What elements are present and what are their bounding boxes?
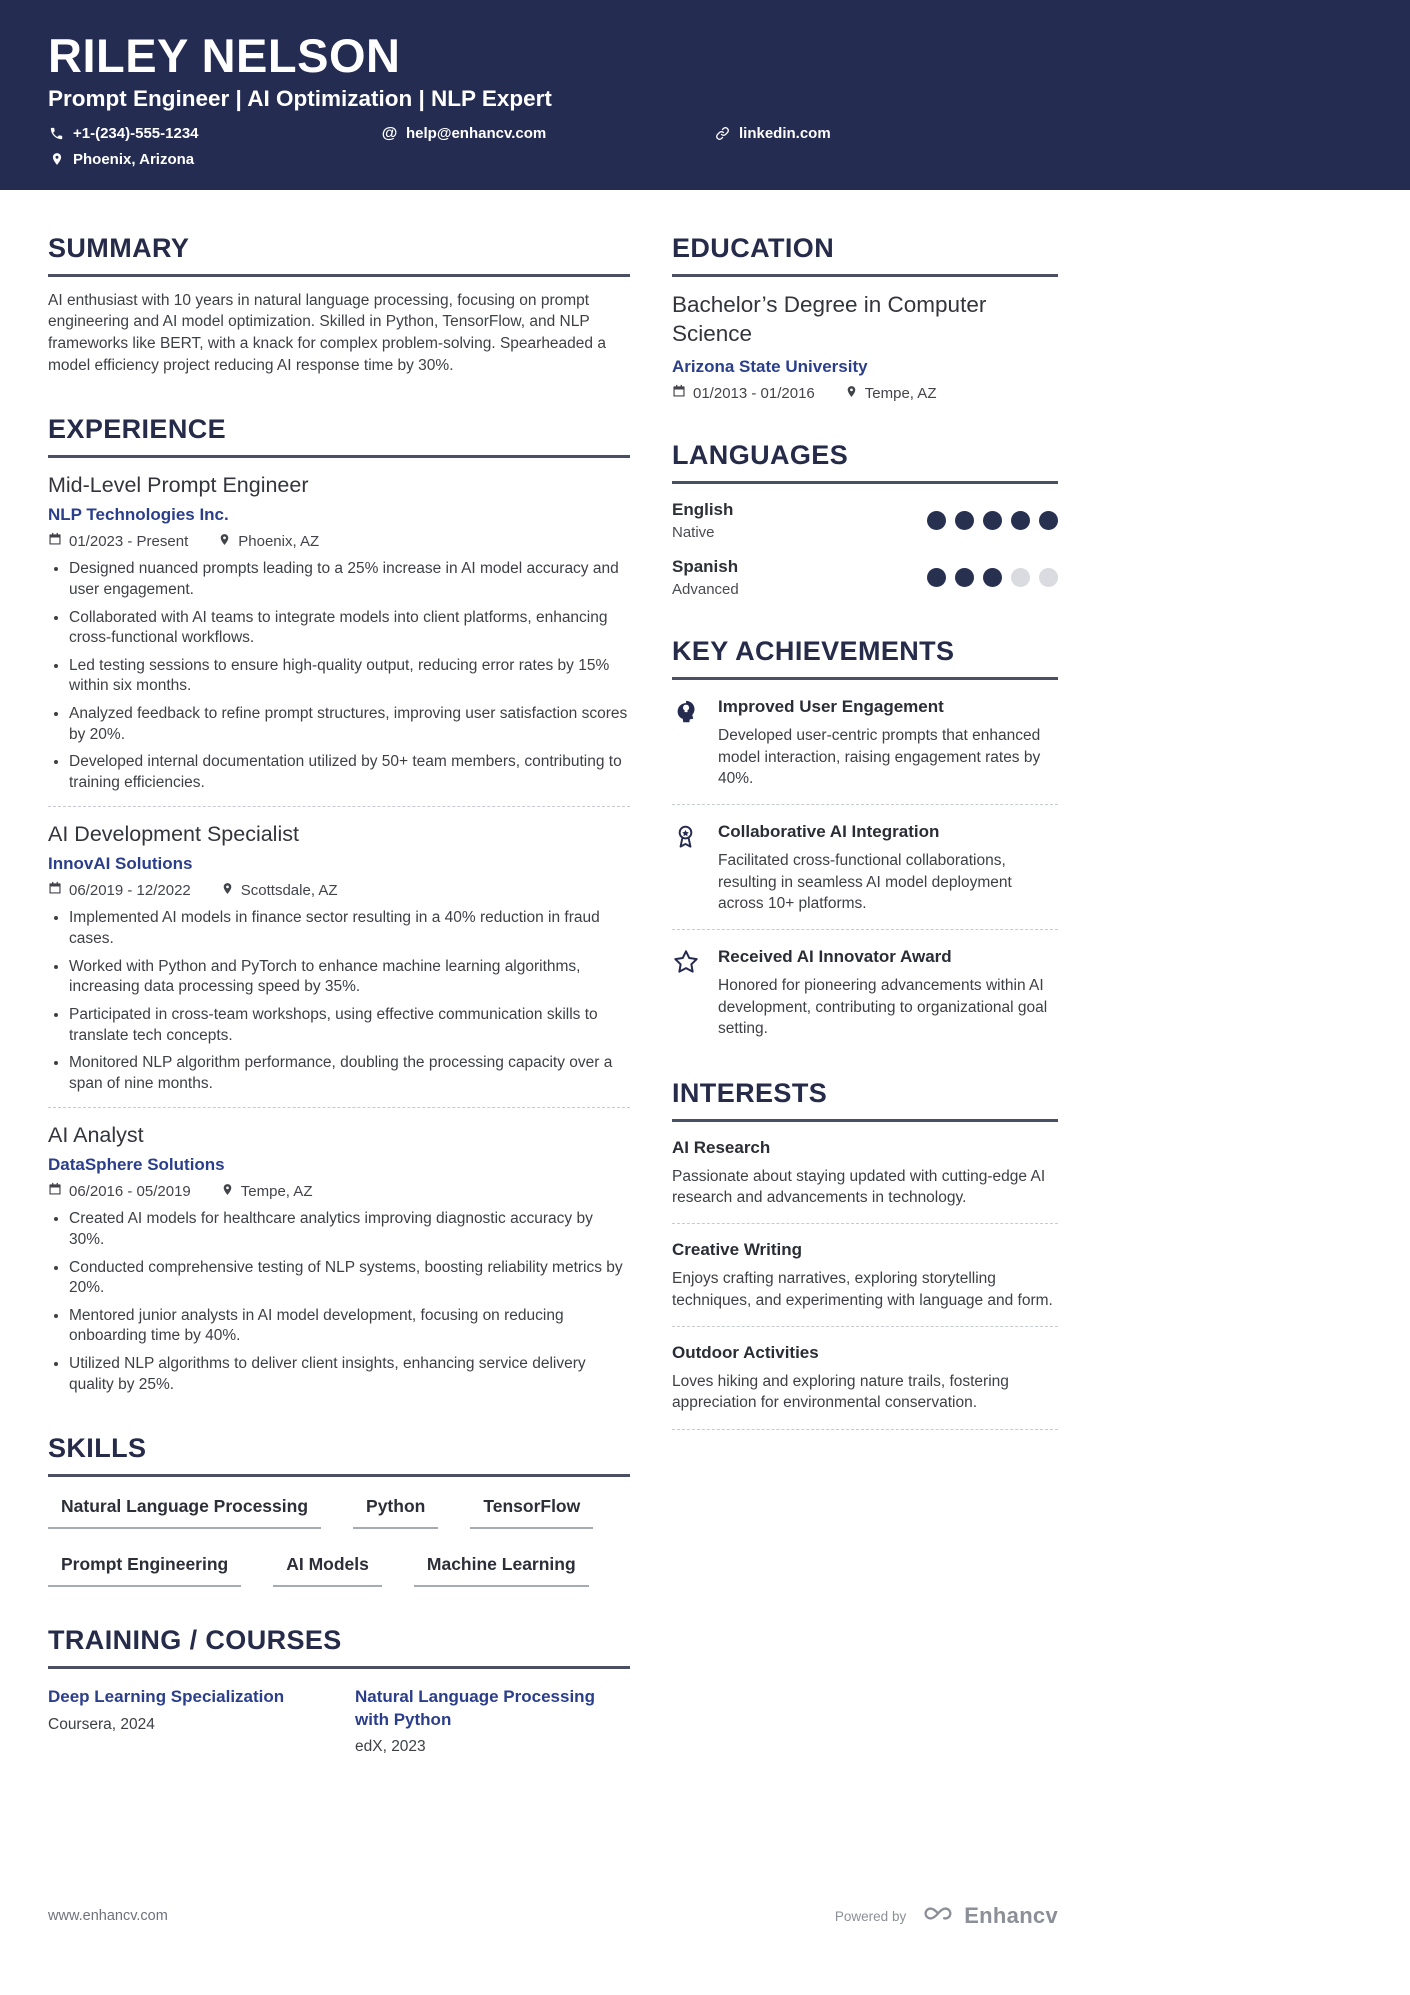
job-location (218, 533, 319, 550)
language-level: Native (672, 524, 715, 542)
course-entry (48, 1686, 355, 1756)
entry-divider (672, 1429, 1058, 1430)
achievement-entry (672, 697, 1058, 789)
calendar-icon (48, 881, 62, 899)
proficiency-dot-filled (983, 568, 1002, 587)
job-title: Mid-Level Prompt Engineer (48, 473, 309, 498)
job-dates-text: 01/2023 - Present (69, 532, 189, 550)
interest-title: AI Research (672, 1137, 771, 1157)
bullet-item: • Mentored junior analysts in AI model development, focusing on reducing onboarding time by 40%. (69, 1306, 630, 1347)
footer (48, 1903, 1058, 1929)
interest-entry (672, 1240, 1058, 1311)
proficiency-dot-filled (1011, 511, 1030, 530)
email-contact[interactable] (381, 125, 714, 143)
job-company: DataSphere Solutions (48, 1155, 225, 1175)
course-title: Natural Language Processing with Python (355, 1687, 595, 1729)
languages-section (672, 440, 1058, 598)
bullet-item: • Led testing sessions to ensure high-quality output, reducing error rates by 15% within six months. (69, 656, 630, 697)
achievements-section (672, 636, 1058, 1039)
achievement-text: Developed user-centric prompts that enhanced model interaction, raising engagement rates by 40%. (718, 727, 1041, 787)
language-name: English (672, 500, 734, 520)
job-company: InnovAI Solutions (48, 854, 193, 874)
language-level: Advanced (672, 581, 739, 599)
bullet-item: • Conducted comprehensive testing of NLP systems, boosting reliability metrics by 20%. (69, 1258, 630, 1299)
linkedin-contact[interactable] (714, 125, 1362, 143)
entry-divider (672, 1326, 1058, 1327)
skill-tag: Prompt Engineering (48, 1554, 241, 1587)
experience-entry (48, 822, 630, 1094)
entry-divider (672, 804, 1058, 805)
experience-section (48, 414, 630, 1395)
powered-by-label: Powered by (834, 1908, 907, 1924)
skill-tag: TensorFlow (470, 1496, 593, 1529)
star-icon (672, 947, 718, 1039)
language-entry (672, 500, 1058, 541)
proficiency-dot-filled (983, 511, 1002, 530)
education-section (672, 233, 1058, 403)
achievement-title: Improved User Engagement (718, 697, 944, 717)
job-location-text: Tempe, AZ (240, 1182, 313, 1200)
bullet-item: • Worked with Python and PyTorch to enhance machine learning algorithms, increasing data processing speed by 35%. (69, 957, 630, 998)
location-pin-icon (221, 882, 234, 899)
education-meta (672, 384, 1058, 402)
enhancv-brand[interactable] (920, 1903, 1058, 1929)
skill-tag: AI Models (273, 1554, 382, 1587)
job-title: AI Analyst (48, 1123, 144, 1148)
course-provider: Coursera, 2024 (48, 1715, 155, 1733)
courses-list (48, 1686, 630, 1756)
entry-divider (672, 1223, 1058, 1224)
job-bullets (48, 559, 630, 793)
at-icon: @ (381, 124, 398, 142)
email-text: help@enhancv.com (406, 125, 547, 143)
job-location-text: Phoenix, AZ (238, 532, 320, 550)
skill-tag: Python (353, 1496, 438, 1529)
skills-section (48, 1433, 630, 1587)
interest-text: Loves hiking and exploring nature trails, fostering appreciation for environmental conservation. (672, 1373, 1009, 1412)
interest-entry (672, 1138, 1058, 1209)
location-contact (48, 151, 381, 168)
job-location (221, 882, 338, 899)
bullet-item: • Monitored NLP algorithm performance, doubling the processing capacity over a span of nine months. (69, 1053, 630, 1094)
language-labels (672, 500, 733, 541)
bullet-item: • Analyzed feedback to refine prompt structures, improving user satisfaction scores by 20%. (69, 704, 630, 745)
medal-icon (672, 822, 718, 914)
candidate-title: Prompt Engineer | AI Optimization | NLP Expert (48, 85, 552, 111)
language-name: Spanish (672, 557, 739, 577)
experience-entry (48, 1123, 630, 1395)
calendar-icon (48, 532, 62, 550)
achievement-title: Collaborative AI Integration (718, 822, 940, 842)
interest-entry (672, 1343, 1058, 1414)
proficiency-dot-empty (1039, 568, 1058, 587)
location-pin-icon (218, 533, 231, 550)
bullet-item: • Implemented AI models in finance sector resulting in a 40% reduction in fraud cases. (69, 908, 630, 949)
entry-divider (48, 1107, 630, 1108)
job-meta (48, 1182, 630, 1200)
interests-heading: INTERESTS (672, 1078, 1058, 1122)
head-idea-icon (672, 697, 718, 789)
enhancv-logo-icon (920, 1903, 956, 1929)
bullet-item: • Collaborated with AI teams to integrate models into client platforms, enhancing cross-functional workflows. (69, 608, 630, 649)
course-entry (355, 1686, 605, 1756)
achievement-text: Facilitated cross-functional collaborations, resulting in seamless AI model deployment across 10+ platforms. (718, 852, 1012, 912)
location-pin-icon (845, 385, 858, 402)
location-pin-icon (48, 152, 65, 166)
entry-divider (672, 929, 1058, 930)
degree-title: Bachelor’s Degree in Computer Science (672, 291, 987, 346)
job-dates-text: 06/2019 - 12/2022 (69, 881, 191, 899)
education-location-text: Tempe, AZ (864, 384, 937, 402)
bullet-item: • Developed internal documentation utilized by 50+ team members, contributing to training efficiencies. (69, 752, 630, 793)
achievement-body (718, 697, 1058, 789)
job-dates (48, 881, 191, 899)
bullet-item: • Participated in cross-team workshops, using effective communication skills to translate tech concepts. (69, 1005, 630, 1046)
education-dates (672, 384, 815, 402)
job-dates (48, 1182, 191, 1200)
entry-divider (48, 806, 630, 807)
bullet-item: • Designed nuanced prompts leading to a 25% increase in AI model accuracy and user engagement. (69, 559, 630, 600)
summary-heading: SUMMARY (48, 233, 630, 277)
summary-section (48, 233, 630, 377)
website-link[interactable]: www.enhancv.com (48, 1908, 168, 1924)
school-name: Arizona State University (672, 357, 868, 377)
summary-text: AI enthusiast with 10 years in natural language processing, focusing on prompt engineering and AI model optimization. Skilled in Python, TensorFlow, and NLP frameworks like BERT, with a knack for complex problem-solving. Spearheaded a model efficiency project reducing AI response time by 30%. (48, 291, 606, 374)
achievement-entry (672, 822, 1058, 914)
candidate-name: RILEY NELSON (48, 29, 401, 82)
interest-title: Outdoor Activities (672, 1343, 819, 1362)
right-column (672, 190, 1058, 1430)
phone-contact[interactable] (48, 125, 381, 143)
job-location (221, 1183, 313, 1200)
language-entry (672, 557, 1058, 598)
job-dates (48, 532, 188, 550)
location-pin-icon (221, 1183, 234, 1200)
job-location-text: Scottsdale, AZ (240, 881, 338, 899)
experience-entry (48, 473, 630, 793)
education-location (845, 385, 937, 402)
education-dates-text: 01/2013 - 01/2016 (693, 384, 815, 402)
powered-by-group (835, 1903, 1058, 1929)
skill-tag: Natural Language Processing (48, 1496, 321, 1529)
proficiency-dot-filled (927, 511, 946, 530)
language-labels (672, 557, 739, 598)
job-bullets (48, 1209, 630, 1395)
linkedin-text: linkedin.com (739, 125, 831, 143)
languages-heading: LANGUAGES (672, 440, 1058, 484)
job-title: AI Development Specialist (48, 822, 299, 847)
proficiency-dot-filled (1039, 511, 1058, 530)
proficiency-dot-filled (955, 511, 974, 530)
bullet-item: • Utilized NLP algorithms to deliver client insights, enhancing service delivery quality by 25%. (69, 1354, 630, 1395)
job-bullets (48, 908, 630, 1094)
skills-heading: SKILLS (48, 1433, 630, 1477)
achievement-entry (672, 947, 1058, 1039)
course-title: Deep Learning Specialization (48, 1687, 285, 1707)
course-provider: edX, 2023 (355, 1738, 426, 1756)
bullet-item: • Created AI models for healthcare analytics improving diagnostic accuracy by 30%. (69, 1209, 630, 1250)
achievements-heading: KEY ACHIEVEMENTS (672, 636, 1058, 680)
achievement-body (718, 947, 1058, 1039)
language-proficiency-dots (927, 568, 1058, 587)
interest-text: Passionate about staying updated with cutting-edge AI research and advancements in technology. (672, 1167, 1046, 1206)
interests-section (672, 1078, 1058, 1430)
phone-text: +1-(234)-555-1234 (73, 125, 199, 143)
interest-text: Enjoys crafting narratives, exploring storytelling techniques, and experimenting with language and form. (672, 1270, 1053, 1309)
calendar-icon (672, 384, 686, 402)
job-company: NLP Technologies Inc. (48, 505, 229, 525)
achievement-body (718, 822, 1058, 914)
language-proficiency-dots (927, 511, 1058, 530)
interest-title: Creative Writing (672, 1240, 803, 1260)
experience-heading: EXPERIENCE (48, 414, 630, 458)
job-dates-text: 06/2016 - 05/2019 (69, 1182, 191, 1200)
skills-list (48, 1496, 630, 1587)
skill-tag: Machine Learning (414, 1554, 589, 1587)
achievement-text: Honored for pioneering advancements within AI development, contributing to organizational goal setting. (718, 977, 1048, 1038)
training-section (48, 1625, 630, 1756)
job-meta (48, 532, 630, 550)
contact-info (48, 125, 1362, 168)
calendar-icon (48, 1182, 62, 1200)
location-text: Phoenix, Arizona (73, 150, 195, 168)
proficiency-dot-filled (955, 568, 974, 587)
left-column (48, 190, 630, 1756)
content (48, 190, 1058, 1756)
proficiency-dot-empty (1011, 568, 1030, 587)
education-heading: EDUCATION (672, 233, 1058, 277)
training-heading: TRAINING / COURSES (48, 1625, 630, 1669)
phone-icon (48, 126, 65, 141)
header (0, 0, 1410, 190)
proficiency-dot-filled (927, 568, 946, 587)
achievement-title: Received AI Innovator Award (718, 947, 952, 967)
enhancv-logo-text: Enhancv (964, 1903, 1058, 1928)
job-meta (48, 881, 630, 899)
link-icon (714, 126, 731, 141)
